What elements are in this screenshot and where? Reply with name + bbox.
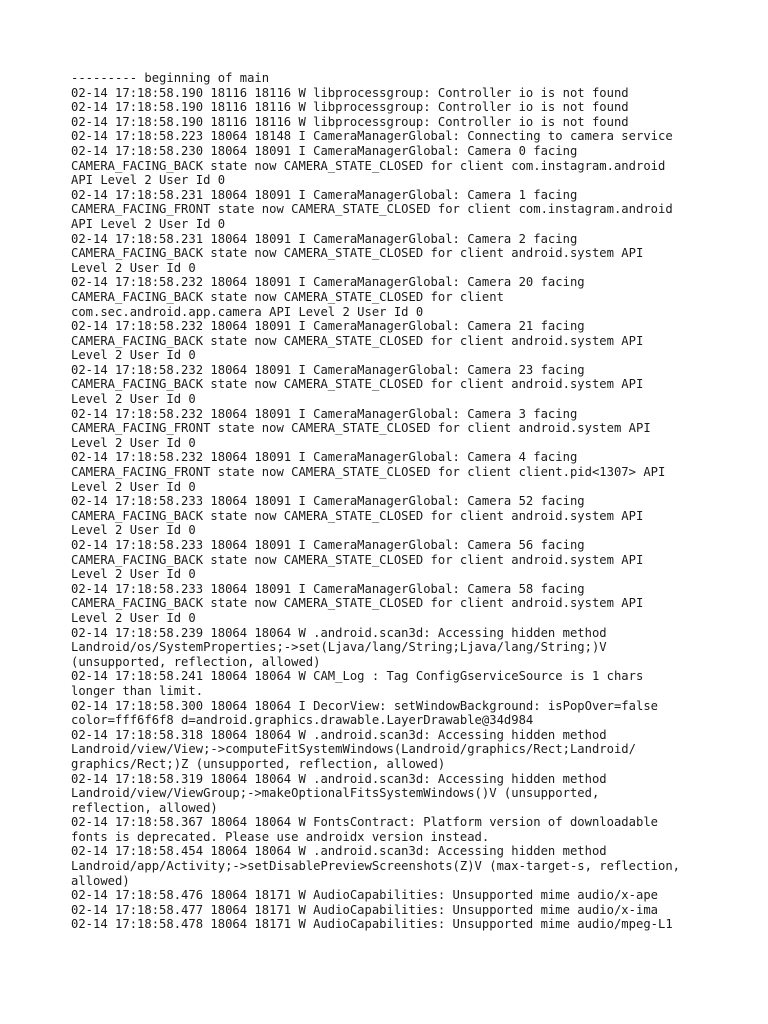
log-line: 02-14 17:18:58.232 18064 18091 I CameraManagerGlobal: Camera 3 facing [71, 406, 578, 421]
log-line: 02-14 17:18:58.233 18064 18091 I CameraManagerGlobal: Camera 52 facing [71, 494, 585, 509]
log-line: 02-14 17:18:58.454 18064 18064 W .android.scan3d: Accessing hidden method [71, 844, 607, 859]
log-line: color=fff6f6f8 d=android.graphics.drawable.LayerDrawable@34d984 [71, 713, 534, 728]
log-line: Level 2 User Id 0 [71, 567, 196, 582]
log-line: allowed) [71, 873, 130, 888]
log-line: CAMERA_FACING_BACK state now CAMERA_STATE_CLOSED for client android.system API [71, 246, 644, 261]
log-document [71, 71, 761, 932]
log-line: 02-14 17:18:58.319 18064 18064 W .android.scan3d: Accessing hidden method [71, 771, 607, 786]
log-line: 02-14 17:18:58.478 18064 18171 W AudioCapabilities: Unsupported mime audio/mpeg-L1 [71, 917, 673, 932]
log-line: 02-14 17:18:58.241 18064 18064 W CAM_Log : Tag ConfigGserviceSource is 1 chars [71, 669, 644, 684]
log-line: 02-14 17:18:58.190 18116 18116 W libprocessgroup: Controller io is not found [71, 114, 629, 129]
log-line: 02-14 17:18:58.233 18064 18091 I CameraManagerGlobal: Camera 58 facing [71, 581, 585, 596]
log-line: CAMERA_FACING_FRONT state now CAMERA_STATE_CLOSED for client client.pid<1307> API [71, 465, 666, 480]
log-line: 02-14 17:18:58.230 18064 18091 I CameraManagerGlobal: Camera 0 facing [71, 143, 578, 158]
log-line: 02-14 17:18:58.231 18064 18091 I CameraManagerGlobal: Camera 1 facing [71, 187, 578, 202]
log-line: reflection, allowed) [71, 800, 218, 815]
log-line: 02-14 17:18:58.232 18064 18091 I CameraManagerGlobal: Camera 4 facing [71, 450, 578, 465]
log-line: CAMERA_FACING_BACK state now CAMERA_STATE_CLOSED for client android.system API [71, 596, 644, 611]
log-line: CAMERA_FACING_BACK state now CAMERA_STATE_CLOSED for client android.system API [71, 552, 644, 567]
log-line: Landroid/view/View;->computeFitSystemWindows(Landroid/graphics/Rect;Landroid/ [71, 742, 636, 757]
log-line: CAMERA_FACING_BACK state now CAMERA_STATE_CLOSED for client [71, 289, 504, 304]
log-line: 02-14 17:18:58.318 18064 18064 W .android.scan3d: Accessing hidden method [71, 727, 607, 742]
log-line: Level 2 User Id 0 [71, 260, 196, 275]
log-line: 02-14 17:18:58.300 18064 18064 I DecorView: setWindowBackground: isPopOver=false [71, 698, 658, 713]
log-line: 02-14 17:18:58.232 18064 18091 I CameraManagerGlobal: Camera 23 facing [71, 362, 585, 377]
log-line: 02-14 17:18:58.223 18064 18148 I CameraManagerGlobal: Connecting to camera service [71, 129, 673, 144]
log-line: 02-14 17:18:58.476 18064 18171 W AudioCapabilities: Unsupported mime audio/x-ape [71, 888, 658, 903]
log-line: CAMERA_FACING_BACK state now CAMERA_STATE_CLOSED for client android.system API [71, 508, 644, 523]
log-line: 02-14 17:18:58.367 18064 18064 W FontsContract: Platform version of downloadable [71, 815, 658, 830]
log-line: (unsupported, reflection, allowed) [71, 654, 321, 669]
log-line: 02-14 17:18:58.190 18116 18116 W libprocessgroup: Controller io is not found [71, 100, 629, 115]
log-line: --------- beginning of main [71, 71, 270, 85]
log-line: 02-14 17:18:58.231 18064 18091 I CameraManagerGlobal: Camera 2 facing [71, 231, 578, 246]
log-line: 02-14 17:18:58.232 18064 18091 I CameraManagerGlobal: Camera 20 facing [71, 275, 585, 290]
log-line: Level 2 User Id 0 [71, 348, 196, 363]
log-line: CAMERA_FACING_BACK state now CAMERA_STATE_CLOSED for client android.system API [71, 333, 644, 348]
log-line: 02-14 17:18:58.190 18116 18116 W libprocessgroup: Controller io is not found [71, 85, 629, 100]
log-line: CAMERA_FACING_BACK state now CAMERA_STATE_CLOSED for client com.instagram.android [71, 158, 666, 173]
log-line: 02-14 17:18:58.477 18064 18171 W AudioCapabilities: Unsupported mime audio/x-ima [71, 902, 658, 917]
log-line: Level 2 User Id 0 [71, 523, 196, 538]
log-line: Landroid/os/SystemProperties;->set(Ljava/lang/String;Ljava/lang/String;)V [71, 640, 607, 655]
log-line: Landroid/app/Activity;->setDisablePreviewScreenshots(Z)V (max-target-s, reflection, [71, 859, 681, 874]
log-line: API Level 2 User Id 0 [71, 216, 226, 231]
log-line: CAMERA_FACING_FRONT state now CAMERA_STATE_CLOSED for client android.system API [71, 421, 651, 436]
log-line: graphics/Rect;)Z (unsupported, reflection, allowed) [71, 756, 446, 771]
log-line: CAMERA_FACING_BACK state now CAMERA_STATE_CLOSED for client android.system API [71, 377, 644, 392]
log-line: 02-14 17:18:58.233 18064 18091 I CameraManagerGlobal: Camera 56 facing [71, 538, 585, 552]
log-line: CAMERA_FACING_FRONT state now CAMERA_STATE_CLOSED for client com.instagram.android [71, 202, 673, 217]
log-line: 02-14 17:18:58.232 18064 18091 I CameraManagerGlobal: Camera 21 facing [71, 319, 585, 334]
log-line: Level 2 User Id 0 [71, 392, 196, 407]
log-line: Level 2 User Id 0 [71, 479, 196, 494]
log-line: Level 2 User Id 0 [71, 610, 196, 625]
log-line: 02-14 17:18:58.239 18064 18064 W .android.scan3d: Accessing hidden method [71, 625, 607, 640]
log-line: API Level 2 User Id 0 [71, 173, 226, 188]
log-line: Landroid/view/ViewGroup;->makeOptionalFitsSystemWindows()V (unsupported, [71, 786, 600, 801]
log-line: Level 2 User Id 0 [71, 435, 196, 450]
log-line: fonts is deprecated. Please use androidx version instead. [71, 829, 490, 844]
log-line: com.sec.android.app.camera API Level 2 User Id 0 [71, 304, 424, 319]
log-line: longer than limit. [71, 683, 204, 698]
